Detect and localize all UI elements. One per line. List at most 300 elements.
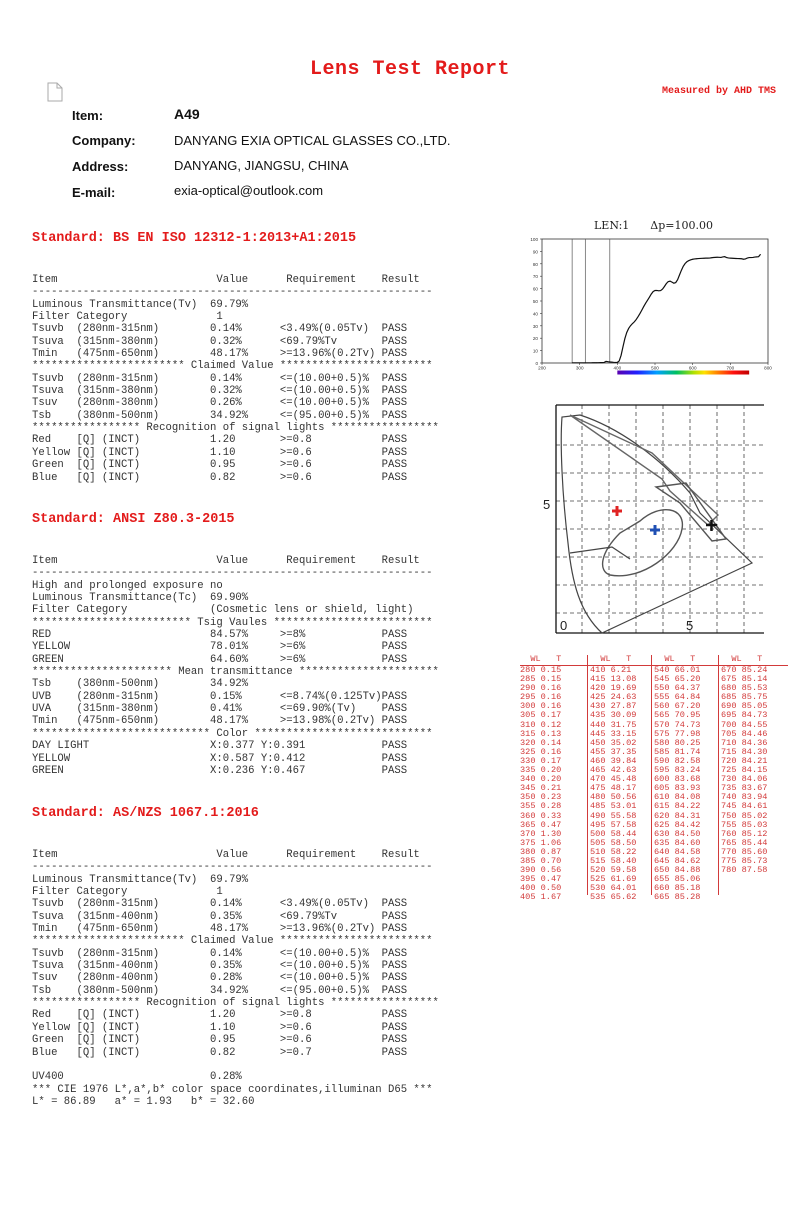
transmittance-point [673, 283, 674, 284]
wl-row: 600 83.68 [654, 774, 701, 785]
table-line: Yellow [Q] (INCT) 1.10 >=0.6 PASS [32, 446, 408, 459]
wl-row: 350 0.23 [520, 792, 562, 803]
wl-row: 500 58.44 [590, 828, 637, 839]
transmittance-point [747, 258, 748, 259]
transmittance-point [741, 258, 742, 259]
table-line: Tsuva (315nm-380nm) 0.32% <=(10.00+0.5)% PASS [32, 385, 408, 398]
table-line: *** CIE 1976 L*,a*,b* color space coordinates,illuminan D65 *** [32, 1083, 433, 1096]
transmittance-point [732, 258, 733, 259]
transmittance-point [700, 258, 701, 259]
transmittance-point [743, 259, 744, 260]
wl-row: 425 24.63 [590, 692, 637, 703]
y-tick-label: 70 [532, 274, 538, 280]
wl-row: 480 50.56 [590, 792, 637, 803]
transmittance-point [658, 290, 659, 291]
table-line: RED 84.57% >=8% PASS [32, 629, 408, 642]
transmittance-point [587, 362, 588, 363]
table-line: Red [Q] (INCT) 1.20 >=0.8 PASS [32, 434, 408, 447]
transmittance-point [632, 323, 633, 324]
transmittance-point [591, 362, 592, 363]
wl-row: 580 80.25 [654, 737, 701, 748]
transmittance-point [734, 258, 735, 259]
transmittance-point [611, 362, 612, 363]
wl-row: 440 31.75 [590, 719, 637, 730]
wl-row: 745 84.61 [721, 801, 768, 812]
transmittance-point [745, 259, 746, 260]
wl-row: 405 1.67 [520, 892, 562, 903]
transmittance-point [664, 286, 665, 287]
table-line: ************************ Claimed Value ************************ [32, 935, 433, 948]
wl-row: 490 55.58 [590, 810, 637, 821]
wl-row: 585 81.74 [654, 746, 701, 757]
transmittance-point [670, 281, 671, 282]
table-line: YELLOW X:0.587 Y:0.412 PASS [32, 752, 408, 765]
company-label: Company: [72, 133, 136, 148]
wl-row: 365 0.47 [520, 819, 562, 830]
transmittance-point [598, 362, 599, 363]
wl-row: 725 84.15 [721, 765, 768, 776]
transmittance-point [721, 257, 722, 258]
wl-row: 765 85.44 [721, 837, 768, 848]
transmittance-point [572, 362, 573, 363]
transmittance-point [585, 362, 586, 363]
x-tick-label: 700 [726, 365, 735, 371]
wl-divider-2 [651, 655, 652, 895]
wl-row: 435 30.09 [590, 710, 637, 721]
transmittance-point [636, 319, 637, 320]
gamut-polygon [570, 415, 718, 525]
table-line: Tsuvb (280nm-315nm) 0.14% <3.49%(0.05Tv) PASS [32, 323, 408, 336]
wl-column-2 [590, 655, 657, 902]
table-line: Tsuv (280nm-380nm) 0.26% <=(10.00+0.5)% PASS [32, 397, 408, 410]
table-line: Tsuvb (280nm-315nm) 0.14% <=(10.00+0.5)% PASS [32, 947, 408, 960]
table-line: --------------------------------------------------------------- [32, 861, 433, 874]
transmittance-point [628, 328, 629, 329]
item-value: A49 [174, 106, 200, 122]
table-line: Tsb (380nm-500nm) 34.92% <=(95.00+0.5)% PASS [32, 409, 408, 422]
transmittance-point [751, 257, 752, 258]
x-tick-label: 200 [538, 365, 546, 371]
transmittance-point [651, 294, 652, 295]
wl-row: 335 0.20 [520, 765, 562, 776]
wl-row: 715 84.30 [721, 746, 768, 757]
wl-row: 650 84.88 [654, 865, 701, 876]
x-tick-label: 400 [613, 365, 622, 371]
wl-row: 590 82.58 [654, 755, 701, 766]
transmittance-point [593, 362, 594, 363]
table-line: Luminous Transmittance(Tv) 69.79% [32, 873, 249, 886]
y-tick-label: 0 [535, 361, 538, 366]
transmittance-point [756, 257, 757, 258]
wl-row: 565 70.95 [654, 710, 701, 721]
transmittance-point [576, 362, 577, 363]
transmittance-point [626, 332, 627, 333]
wl-row: 535 65.62 [590, 892, 637, 903]
chromaticity-diagram [540, 403, 768, 635]
wl-row: 660 85.18 [654, 883, 701, 894]
wl-row: 430 27.87 [590, 701, 637, 712]
wl-row: 760 85.12 [721, 828, 768, 839]
wl-divider-1 [587, 655, 588, 895]
table-line: Tmin (475nm-650nm) 48.17% >=13.96%(0.2Tv) PASS [32, 348, 408, 361]
transmittance-point [640, 313, 641, 314]
transmittance-point [698, 258, 699, 259]
cie-origin-label: 0 [560, 618, 568, 633]
cie-y-label: 5 [543, 497, 551, 512]
wl-row: 610 84.08 [654, 792, 701, 803]
transmittance-point [687, 261, 688, 262]
wl-row: 395 0.47 [520, 874, 562, 885]
transmittance-point [657, 290, 658, 291]
y-tick-label: 100 [530, 237, 538, 242]
wl-header-t: T [690, 654, 696, 664]
table-line: Red [Q] (INCT) 1.20 >=0.8 PASS [32, 1009, 408, 1022]
delta-label: Δp=100.00 [650, 219, 713, 232]
table-line: ********************** Mean transmittance ********************** [32, 666, 439, 679]
spectrum-chart [514, 233, 776, 379]
wl-row: 410 6.21 [590, 665, 632, 675]
item-label: Item: [72, 108, 104, 123]
y-tick-label: 50 [532, 299, 538, 304]
transmittance-point [730, 258, 731, 259]
transmittance-point [662, 289, 663, 290]
transmittance-point [675, 282, 676, 283]
transmittance-point [649, 297, 650, 298]
transmittance-point [660, 290, 661, 291]
wl-row: 525 61.69 [590, 874, 637, 885]
transmittance-point [692, 259, 693, 260]
wl-row: 550 64.37 [654, 683, 701, 694]
table-line: Tmin (475nm-650nm) 48.17% >=13.96%(0.2Tv) PASS [32, 923, 408, 936]
wl-row: 730 84.06 [721, 774, 768, 785]
table-line: --------------------------------------------------------------- [32, 567, 433, 580]
table-line: **************************** Color **************************** [32, 727, 433, 740]
y-tick-label: 20 [532, 336, 538, 342]
wl-header-t: T [626, 654, 632, 664]
transmittance-point [668, 281, 669, 282]
table-line: Luminous Transmittance(Tv) 69.79% [32, 298, 249, 311]
table-line: Luminous Transmittance(Tc) 69.90% [32, 592, 249, 605]
cie-x-label: 5 [686, 618, 694, 633]
wl-row: 605 83.93 [654, 783, 701, 794]
transmittance-point [739, 258, 740, 259]
table-line: Tsuva (315nm-380nm) 0.32% <69.79%Tv PASS [32, 335, 408, 348]
transmittance-point [706, 258, 707, 259]
transmittance-point [707, 258, 708, 259]
table-line: Green [Q] (INCT) 0.95 >=0.6 PASS [32, 1034, 408, 1047]
table-line [32, 1059, 439, 1071]
wl-row: 375 1.06 [520, 837, 562, 848]
wl-row: 325 0.16 [520, 746, 562, 757]
y-tick-label: 60 [532, 286, 538, 292]
transmittance-point [711, 257, 712, 258]
wl-row: 385 0.70 [520, 855, 562, 866]
transmittance-point [604, 362, 605, 363]
transmittance-point [621, 355, 622, 356]
transmittance-point [704, 258, 705, 259]
wl-row: 360 0.33 [520, 810, 562, 821]
chromaticity-frame [556, 405, 764, 633]
wl-header-t: T [556, 654, 562, 664]
report-title: Lens Test Report [309, 58, 511, 81]
wl-row: 370 1.30 [520, 828, 562, 839]
wl-row: 415 13.08 [590, 674, 637, 685]
transmittance-point [643, 306, 644, 307]
transmittance-point [666, 283, 667, 284]
wl-row: 690 85.05 [721, 701, 768, 712]
table-line: Green [Q] (INCT) 0.95 >=0.6 PASS [32, 459, 408, 472]
wl-row: 625 84.42 [654, 819, 701, 830]
wl-column-3 [654, 655, 721, 902]
table-line: High and prolonged exposure no [32, 579, 223, 592]
transmittance-point [726, 257, 727, 258]
wl-row: 515 58.40 [590, 855, 637, 866]
wl-row: 545 65.20 [654, 674, 701, 685]
table-line: Filter Category (Cosmetic lens or shield, light) [32, 604, 414, 617]
wl-row: 560 67.20 [654, 701, 701, 712]
x-tick-label: 300 [575, 365, 584, 371]
wl-row: 740 83.94 [721, 792, 768, 803]
table-line: Yellow [Q] (INCT) 1.10 >=0.6 PASS [32, 1021, 408, 1034]
table-line: Tsuvb (280nm-315nm) 0.14% <3.49%(0.05Tv) PASS [32, 898, 408, 911]
wl-column-4 [721, 655, 788, 875]
spectrum-plot-frame [542, 239, 768, 363]
wl-row: 475 48.17 [590, 783, 637, 794]
standard-title-as-nzs: Standard: AS/NZS 1067.1:2016 [32, 806, 259, 821]
transmittance-point [713, 257, 714, 258]
wl-row: 300 0.16 [520, 701, 562, 712]
wl-row: 320 0.14 [520, 737, 562, 748]
transmittance-point [630, 325, 631, 326]
y-tick-label: 30 [532, 323, 538, 329]
table-line: ***************** Recognition of signal lights ***************** [32, 997, 439, 1010]
y-tick-label: 10 [532, 348, 538, 354]
wl-row: 555 64.84 [654, 692, 701, 703]
wl-row: 460 39.84 [590, 755, 637, 766]
table-line: ************************* Tsig Vaules ************************* [32, 616, 433, 629]
table-line: Item Value Requirement Result [32, 849, 420, 861]
black-marker [706, 520, 717, 531]
wl-header-wl: WL [721, 654, 758, 664]
table-line: UVA (315nm-380nm) 0.41% <=69.90%(Tv) PASS [32, 703, 408, 716]
transmittance-point [606, 361, 607, 362]
table-line: --------------------------------------------------------------- [32, 286, 433, 299]
wl-row: 595 83.24 [654, 765, 701, 776]
table-line: Item Value Requirement Result [32, 274, 420, 286]
transmittance-point [613, 362, 614, 363]
transmittance-point [683, 266, 684, 267]
wl-row: 620 84.31 [654, 810, 701, 821]
results-table-bs-en [32, 274, 439, 484]
wl-column-1 [520, 655, 587, 902]
results-table-as-nzs [32, 849, 439, 1108]
transmittance-point [596, 362, 597, 363]
transmittance-point [749, 257, 750, 258]
wl-row: 420 19.69 [590, 683, 637, 694]
transmittance-point [608, 361, 609, 362]
transmittance-point [685, 263, 686, 264]
transmittance-point [625, 338, 626, 339]
table-line: YELLOW 78.01% >=6% PASS [32, 641, 408, 654]
wl-row: 285 0.15 [520, 674, 562, 685]
wl-row: 505 58.50 [590, 837, 637, 848]
wl-row: 705 84.46 [721, 728, 768, 739]
red-marker [612, 506, 622, 516]
wl-row: 290 0.16 [520, 683, 562, 694]
len-label: LEN:1 [594, 219, 630, 232]
transmittance-point [679, 275, 680, 276]
wl-row: 775 85.73 [721, 855, 768, 866]
transmittance-point [645, 303, 646, 304]
transmittance-point [609, 362, 610, 363]
table-line: UV400 0.28% [32, 1071, 242, 1084]
wl-row: 455 37.35 [590, 746, 637, 757]
transmittance-point [702, 258, 703, 259]
transmittance-point [672, 282, 673, 283]
visible-spectrum-bar [617, 371, 749, 375]
transmittance-point [719, 257, 720, 258]
transmittance-point [722, 257, 723, 258]
transmittance-point [709, 258, 710, 259]
wl-row: 295 0.16 [520, 692, 562, 703]
transmittance-point [690, 259, 691, 260]
wl-row: 680 85.53 [721, 683, 768, 694]
transmittance-point [758, 256, 759, 257]
wl-header-wl: WL [654, 654, 691, 664]
wl-row: 655 85.06 [654, 874, 701, 885]
table-line: Tsb (380nm-500nm) 34.92% <=(95.00+0.5)% PASS [32, 984, 408, 997]
transmittance-point [689, 260, 690, 261]
transmittance-point [681, 270, 682, 271]
wl-row: 445 33.15 [590, 728, 637, 739]
table-line: Blue [Q] (INCT) 0.82 >=0.7 PASS [32, 1046, 408, 1059]
transmittance-point [638, 316, 639, 317]
wl-row: 390 0.56 [520, 865, 562, 876]
results-table-ansi [32, 555, 439, 777]
transmittance-point [647, 300, 648, 301]
wl-row: 570 74.73 [654, 719, 701, 730]
table-line: Tsb (380nm-500nm) 34.92% [32, 678, 249, 691]
email-label: E-mail: [72, 185, 116, 200]
document-icon [47, 82, 63, 102]
wl-row: 575 77.98 [654, 728, 701, 739]
address-label: Address: [72, 159, 129, 174]
transmittance-point [615, 362, 616, 363]
wl-row: 780 87.58 [721, 865, 768, 876]
transmittance-point [619, 361, 620, 362]
table-line: Tmin (475nm-650nm) 48.17% >=13.98%(0.2Tv) PASS [32, 715, 408, 728]
transmittance-point [677, 279, 678, 280]
table-line: GREEN 64.60% >=6% PASS [32, 653, 408, 666]
table-line: Tsuv (280nm-400nm) 0.28% <=(10.00+0.5)% PASS [32, 972, 408, 985]
spectrum-header [594, 219, 713, 232]
table-line: DAY LIGHT X:0.377 Y:0.391 PASS [32, 740, 408, 753]
wl-divider-3 [718, 655, 719, 895]
table-line: Tsuva (315nm-400nm) 0.35% <69.79%Tv PASS [32, 910, 408, 923]
wl-row: 670 85.24 [721, 665, 768, 675]
transmittance-point [574, 362, 575, 363]
transmittance-point [717, 257, 718, 258]
wl-row: 315 0.13 [520, 728, 562, 739]
transmittance-point [623, 346, 624, 347]
table-line: Filter Category 1 [32, 311, 223, 324]
y-tick-label: 80 [532, 261, 538, 267]
wl-row: 770 85.60 [721, 846, 768, 857]
wl-row: 495 57.58 [590, 819, 637, 830]
blue-marker [650, 525, 660, 535]
transmittance-point [600, 362, 601, 363]
wl-row: 735 83.67 [721, 783, 768, 794]
y-tick-label: 40 [532, 311, 538, 317]
table-line: L* = 86.89 a* = 1.93 b* = 32.60 [32, 1095, 255, 1108]
standard-title-ansi: Standard: ANSI Z80.3-2015 [32, 512, 235, 527]
transmittance-point [754, 257, 755, 258]
wl-row: 470 45.48 [590, 774, 637, 785]
transmittance-point [696, 258, 697, 259]
wl-row: 645 84.62 [654, 855, 701, 866]
wl-row: 280 0.15 [520, 665, 562, 675]
wl-row: 695 84.73 [721, 710, 768, 721]
spectral-locus [561, 415, 752, 633]
wl-row: 720 84.21 [721, 755, 768, 766]
transmittance-point [715, 257, 716, 258]
transmittance-point [589, 362, 590, 363]
transmittance-point [641, 310, 642, 311]
chromaticity-grid [556, 405, 764, 633]
wl-row: 700 84.55 [721, 719, 768, 730]
table-line: Tsuva (315nm-400nm) 0.35% <=(10.00+0.5)% PASS [32, 960, 408, 973]
table-line: Blue [Q] (INCT) 0.82 >=0.6 PASS [32, 471, 408, 484]
transmittance-point [653, 291, 654, 292]
wl-row: 750 85.02 [721, 810, 768, 821]
wl-row: 355 0.28 [520, 801, 562, 812]
wl-row: 640 84.58 [654, 846, 701, 857]
wl-row: 305 0.17 [520, 710, 562, 721]
table-line: ************************ Claimed Value ************************ [32, 360, 433, 373]
wl-row: 340 0.20 [520, 774, 562, 785]
transmittance-point [634, 322, 635, 323]
table-line: ***************** Recognition of signal lights ***************** [32, 422, 439, 435]
wl-header-t: T [757, 654, 763, 664]
y-tick-label: 90 [532, 249, 538, 255]
wl-row: 520 59.58 [590, 865, 637, 876]
x-tick-label: 800 [764, 365, 772, 371]
wl-header-wl: WL [590, 654, 627, 664]
transmittance-point [694, 259, 695, 260]
wl-row: 710 84.36 [721, 737, 768, 748]
wl-row: 380 0.87 [520, 846, 562, 857]
wl-row: 510 58.22 [590, 846, 637, 857]
transmittance-point [738, 258, 739, 259]
standard-title-bs-en: Standard: BS EN ISO 12312-1:2013+A1:2015 [32, 231, 357, 246]
wl-row: 635 84.60 [654, 837, 701, 848]
wl-row: 615 84.22 [654, 801, 701, 812]
wl-row: 310 0.12 [520, 719, 562, 730]
x-tick-label: 600 [688, 365, 697, 371]
transmittance-point [577, 362, 578, 363]
wl-header-wl: WL [520, 654, 557, 664]
table-line: Tsuvb (280nm-315nm) 0.14% <=(10.00+0.5)% PASS [32, 372, 408, 385]
wl-row: 450 35.02 [590, 737, 637, 748]
transmittance-point [602, 362, 603, 363]
transmittance-point [760, 254, 761, 255]
wl-row: 665 85.28 [654, 892, 701, 903]
wl-row: 675 85.14 [721, 674, 768, 685]
table-line: Item Value Requirement Result [32, 555, 420, 567]
measured-by-label: Measured by AHD TMS [661, 86, 776, 97]
transmittance-point [724, 256, 725, 257]
wl-row: 540 66.01 [654, 665, 701, 675]
